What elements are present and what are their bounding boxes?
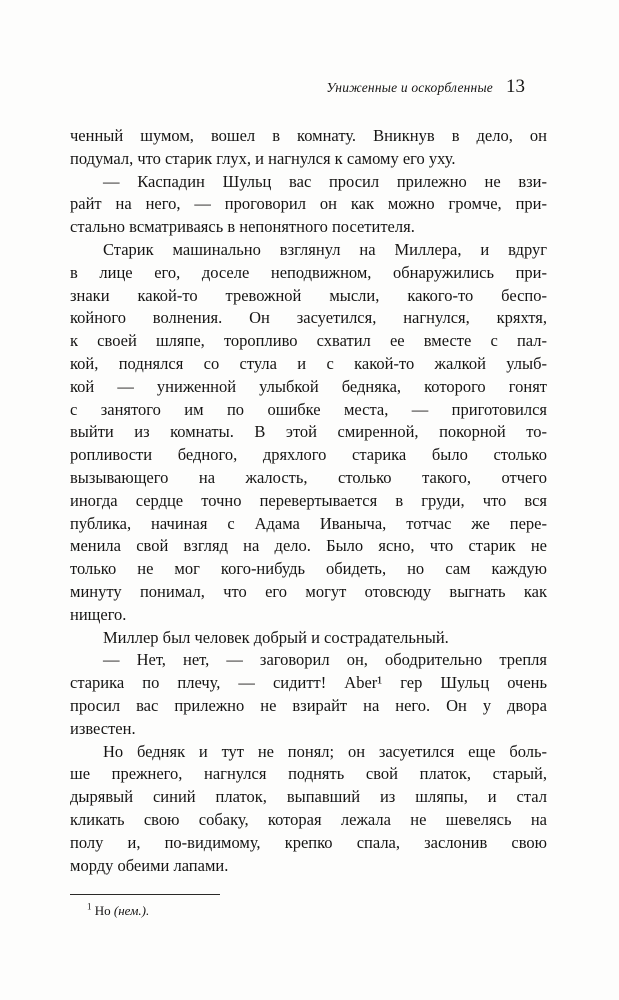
- footnote-line: [70, 902, 547, 919]
- text-line: райт на него, — проговорил он как можно громче, при-: [70, 194, 547, 214]
- text-line: только не мог кого-нибудь обидеть, но сам каждую: [70, 559, 547, 579]
- paragraph: [70, 741, 547, 878]
- paragraph: [70, 627, 547, 650]
- text-line: Но бедняк и тут не понял; он засуетился еще боль-: [103, 741, 547, 761]
- text-line: подумал, что старик глух, и нагнулся к самому его уху.: [70, 148, 456, 168]
- text-line: кой, поднялся со стула и с какой-то жалкой улыб-: [70, 353, 547, 373]
- text-line: минуту понимал, что его могут отовсюду выгнать как: [70, 581, 547, 601]
- text-line: в лице его, доселе неподвижном, обнаружились при-: [70, 262, 547, 282]
- text-line: койного волнения. Он засуетился, нагнулся, кряхтя,: [70, 308, 547, 328]
- paragraph: [70, 171, 547, 239]
- text-line: известен.: [70, 718, 136, 738]
- text-line: стально всматриваясь в непонятного посетителя.: [70, 217, 415, 237]
- page-number: 13: [506, 76, 525, 97]
- text-line: вызывающего на жалость, столько такого, отчего: [70, 467, 547, 487]
- text-line: — Каспадин Шульц вас просил прилежно не взи-: [103, 171, 547, 191]
- paragraph: [70, 649, 547, 740]
- text-line: ченный шумом, вошел в комнату. Вникнув в дело, он: [70, 126, 547, 145]
- page-header: [70, 76, 547, 98]
- text-line: менила свой взгляд на дело. Было ясно, что старик не: [70, 536, 547, 556]
- text-line: дырявый синий платок, выпавший из шляпы, и стал: [70, 787, 547, 807]
- text-line: кликать свою собаку, которая лежала не шевелясь на: [70, 809, 547, 829]
- footnote-word: Но: [94, 903, 111, 919]
- text-column: [70, 125, 547, 877]
- paragraph: [70, 239, 547, 627]
- text-line: полу и, по-видимому, крепко спала, заслонив свою: [70, 832, 547, 852]
- text-line: иногда сердце точно перевертывается в груди, что вся: [70, 490, 547, 510]
- footnote-rule: [70, 894, 220, 895]
- text-line: с занятого им по ошибке места, — приготовился: [70, 399, 547, 419]
- text-line: ропливости бедного, дряхлого старика было столько: [70, 445, 547, 465]
- text-line: к своей шляпе, торопливо схватил ее вместе с пал-: [70, 331, 547, 351]
- text-line: ше прежнего, нагнулся поднять свой платок, старый,: [70, 764, 547, 784]
- text-line: морду обеими лапами.: [70, 855, 229, 875]
- text-line: старика по плечу, — сидитт! Aber¹ гер Шульц очень: [70, 673, 547, 693]
- footnote: [70, 894, 547, 919]
- footnote-language-note: (нем.).: [113, 903, 150, 919]
- text-line: кой — униженной улыбкой бедняка, которого гонят: [70, 376, 547, 396]
- paragraph: [70, 125, 547, 171]
- text-line: знаки какой-то тревожной мысли, какого-то беспо-: [70, 285, 547, 305]
- text-line: Миллер был человек добрый и сострадательный.: [103, 627, 449, 647]
- running-title: Униженные и оскорбленные: [326, 80, 493, 95]
- text-line: — Нет, нет, — заговорил он, ободрительно трепля: [103, 650, 547, 670]
- footnote-marker: 1: [87, 901, 92, 912]
- text-line: публика, начиная с Адама Иваныча, тотчас же пере-: [70, 513, 547, 533]
- text-line: Старик машинально взглянул на Миллера, и вдруг: [103, 239, 547, 259]
- text-line: нищего.: [70, 604, 127, 624]
- text-line: просил вас прилежно не взирайт на него. Он у двора: [70, 695, 547, 715]
- text-line: выйти из комнаты. В этой смиренной, покорной то-: [70, 422, 547, 442]
